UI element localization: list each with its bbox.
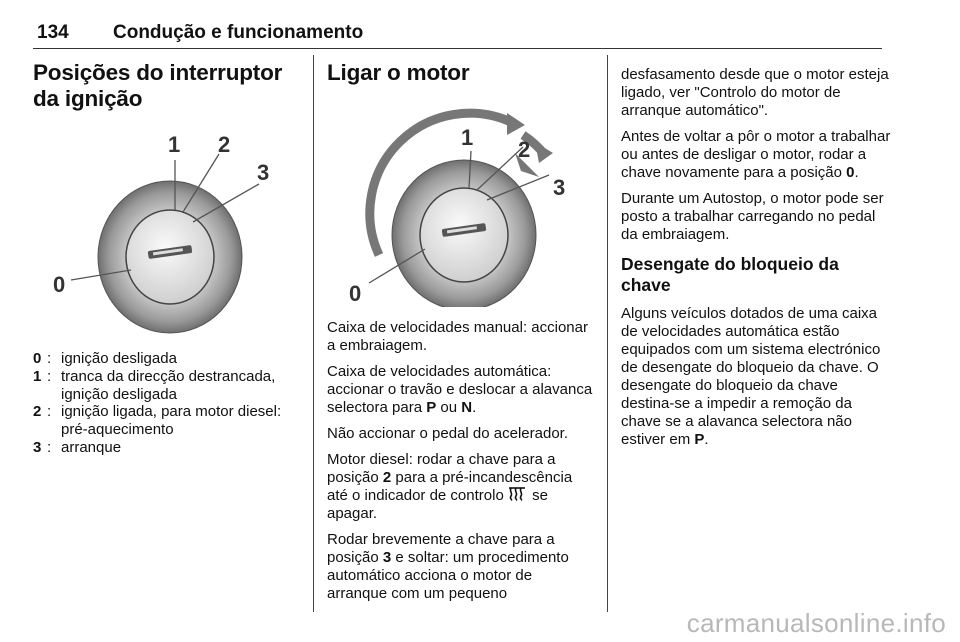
glow-plug-icon	[508, 487, 528, 501]
right-column	[621, 66, 891, 457]
legend-item: 2 : ignição ligada, para motor diesel: pré-aquecimento	[33, 403, 282, 439]
page-header	[33, 18, 882, 49]
legend-item: 1 : tranca da direcção destrancada, ignição desligada	[33, 367, 276, 403]
section-title: Condução e funcionamento	[113, 22, 364, 43]
figure-label-3: 3	[257, 160, 270, 185]
key-lock-text: Alguns veículos dotados de uma caixa de velocidades automática estão equipados com um sistema electrónico de desengate do bloqueio da chave. O desengate do bloqueio da chave destina-se a impedir a remoção da chave se a alavanca selectora não estiver em P.	[621, 305, 881, 448]
ignition-switch-figure	[33, 122, 301, 338]
diesel-text: Motor diesel: rodar a chave para a posição 2 para a pré-incandescência até o indicador de controlo se apagar.	[327, 451, 573, 522]
ignition-positions-heading: Posições do interruptor da ignição	[33, 60, 283, 111]
figure-label-2: 2	[518, 137, 531, 162]
start-procedure-text: Rodar brevemente a chave para a posição 3 e soltar: um procedimento automático acciona o motor de arranque com um pequeno	[327, 531, 569, 602]
legend-item: 3 : arranque	[33, 438, 122, 456]
figure-label-3: 3	[553, 175, 566, 200]
figure-label-2: 2	[218, 132, 231, 157]
legend-item: 0 : ignição desligada	[33, 350, 177, 367]
autostop-text: Durante um Autostop, o motor pode ser posto a trabalhar carregando no pedal da embraiagem.	[621, 190, 884, 243]
figure-label-0: 0	[349, 281, 362, 306]
figure-label-1: 1	[168, 132, 181, 157]
restart-text: Antes de voltar a pôr o motor a trabalhar ou antes de desligar o motor, rodar a chave novamente para a posição 0.	[621, 128, 891, 181]
start-engine-figure	[327, 95, 595, 307]
key-lock-heading: Desengate do bloqueio da chave	[621, 254, 839, 295]
column-divider	[607, 55, 608, 612]
position-legend	[33, 350, 301, 457]
accelerator-text: Não accionar o pedal do acelerador.	[327, 425, 568, 442]
delay-text: desfasamento desde que o motor esteja ligado, ver "Controlo do motor de arranque automático".	[621, 66, 889, 119]
column-divider	[313, 55, 314, 612]
figure-label-1: 1	[461, 125, 474, 150]
figure-label-0: 0	[53, 272, 66, 297]
manual-gearbox-text: Caixa de velocidades manual: accionar a embraiagem.	[327, 319, 588, 354]
automatic-gearbox-text: Caixa de velocidades automática: accionar o travão e deslocar a alavanca selectora para P ou N.	[327, 363, 593, 416]
watermark: carmanualsonline.info	[686, 608, 946, 638]
start-engine-heading: Ligar o motor	[327, 60, 470, 85]
middle-column	[327, 60, 595, 611]
left-column	[33, 60, 301, 457]
page-number: 134	[37, 22, 69, 43]
